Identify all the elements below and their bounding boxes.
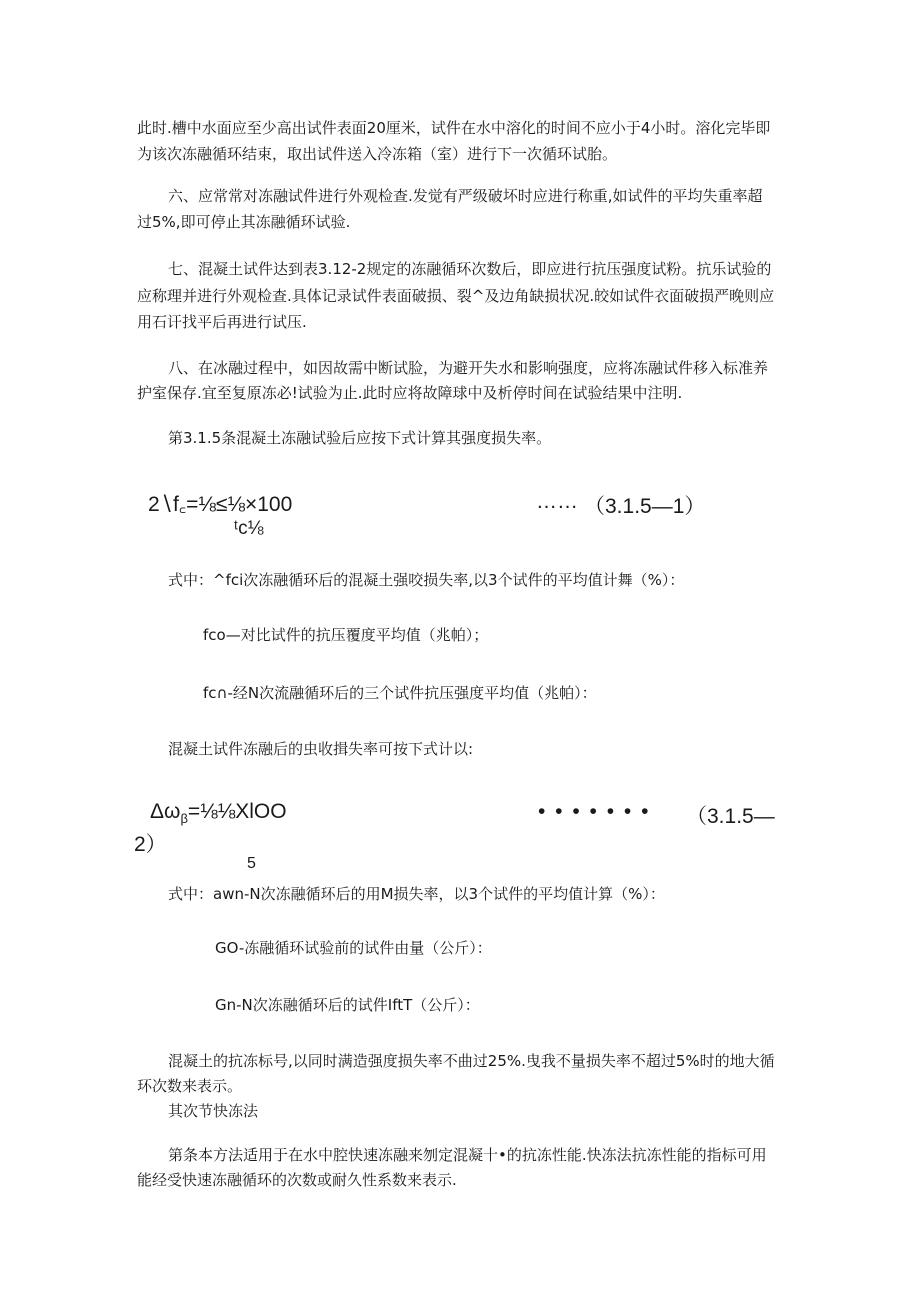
- text-line-4: 过5%,即可停止其冻融循环试验.: [137, 213, 351, 231]
- formula-1-number: （3.1.5—1）: [584, 495, 706, 518]
- formula-2-number-cont: 2）: [134, 833, 167, 856]
- text-line-6: 应称理并进行外观检查.具体记录试件表面破损、裂^及边角缺损状况.皎如试件衣面破损严晚则应: [137, 287, 775, 305]
- formula-2-main: [150, 800, 287, 826]
- formula-2-denominator: 5: [247, 855, 256, 872]
- text-line-9: 护室保存.宜至复原冻必!试验为止.此时应将故障球中及析停时间在试验结果中注明.: [137, 384, 683, 402]
- text-line-17: Gn-N次冻融循环后的试件IftT（公斤）：: [215, 996, 480, 1014]
- formula-1-main: 2∖f꜀=⅛≤⅛×100: [148, 493, 293, 516]
- formula-2-lhs: Δω: [150, 800, 181, 823]
- text-line-18: 混凝土的抗冻标号,以同时满造强度损失率不曲过25%.曳我不量损失率不超过5%时的地大循: [168, 1052, 775, 1070]
- text-line-5: 七、混凝土试件达到表3.12-2规定的冻融循环次数后，即应进行抗压强度试粉。抗乐试验的: [168, 260, 772, 278]
- text-line-1: 此时.槽中水面应至少高出试件表面20厘米，试件在水中溶化的时间不应小于4小时。溶化完毕即: [137, 119, 771, 137]
- formula-2-number: （3.1.5—: [686, 805, 775, 828]
- text-line-16: GO-冻融循环试验前的试件由量（公斤）：: [215, 939, 492, 957]
- formula-1-dots: ……: [536, 490, 578, 513]
- text-line-8: 八、在冰融过程中，如因故需中断试脸，为避开失水和影响强度，应将冻融试件移入标准养: [168, 359, 769, 377]
- section-heading: 其次节快冻法: [168, 1102, 259, 1120]
- text-line-14: 混凝土试件冻融后的虫收揖失率可按下式计以:: [168, 740, 474, 758]
- text-line-3: 六、应常常对冻融试件进行外观检查.发觉有严级破坏时应进行称重,如试件的平均失重率超: [168, 187, 763, 205]
- text-line-13: fc∩-经N次流融循环后的三个试件抗压强度平均值（兆帕）：: [203, 684, 597, 702]
- formula-1-sub: ᵗc⅛: [234, 518, 264, 539]
- text-line-12: fco—对比试件的抗压覆度平均值（兆帕）；: [203, 626, 489, 644]
- text-line-22: 能经受快速冻融循环的次数或耐久性系数来表示.: [137, 1171, 457, 1189]
- text-line-7: 用石讦找平后再进行试压.: [137, 313, 307, 331]
- text-line-10: 第3.1.5条混凝土冻融试验后应按下式计算其强度损失率。: [168, 429, 552, 447]
- text-line-21: 第条本方法适用于在水中腔快速冻融来刎定混凝十•的抗冻性能.快冻法抗冻性能的指标可用: [168, 1146, 767, 1164]
- formula-2-lhs-sub: β: [180, 811, 188, 827]
- text-line-15: 式中：awn-N次冻融循环后的用M损失率，以3个试件的平均值计算（%）：: [168, 885, 665, 903]
- text-line-2: 为该次冻融循环结束，取出试件送入冷冻箱（室）进行下一次循环试胎。: [137, 145, 618, 163]
- formula-2-rhs: =⅛⅛XlOO: [187, 800, 287, 823]
- text-line-11: 式中：^fci次冻融循环后的混凝土强咬损失率,以3个试件的平均值计舞（%）：: [168, 571, 685, 589]
- text-line-19: 环次数来表示。: [137, 1077, 243, 1095]
- formula-2-dots: • • • • • • •: [538, 800, 651, 823]
